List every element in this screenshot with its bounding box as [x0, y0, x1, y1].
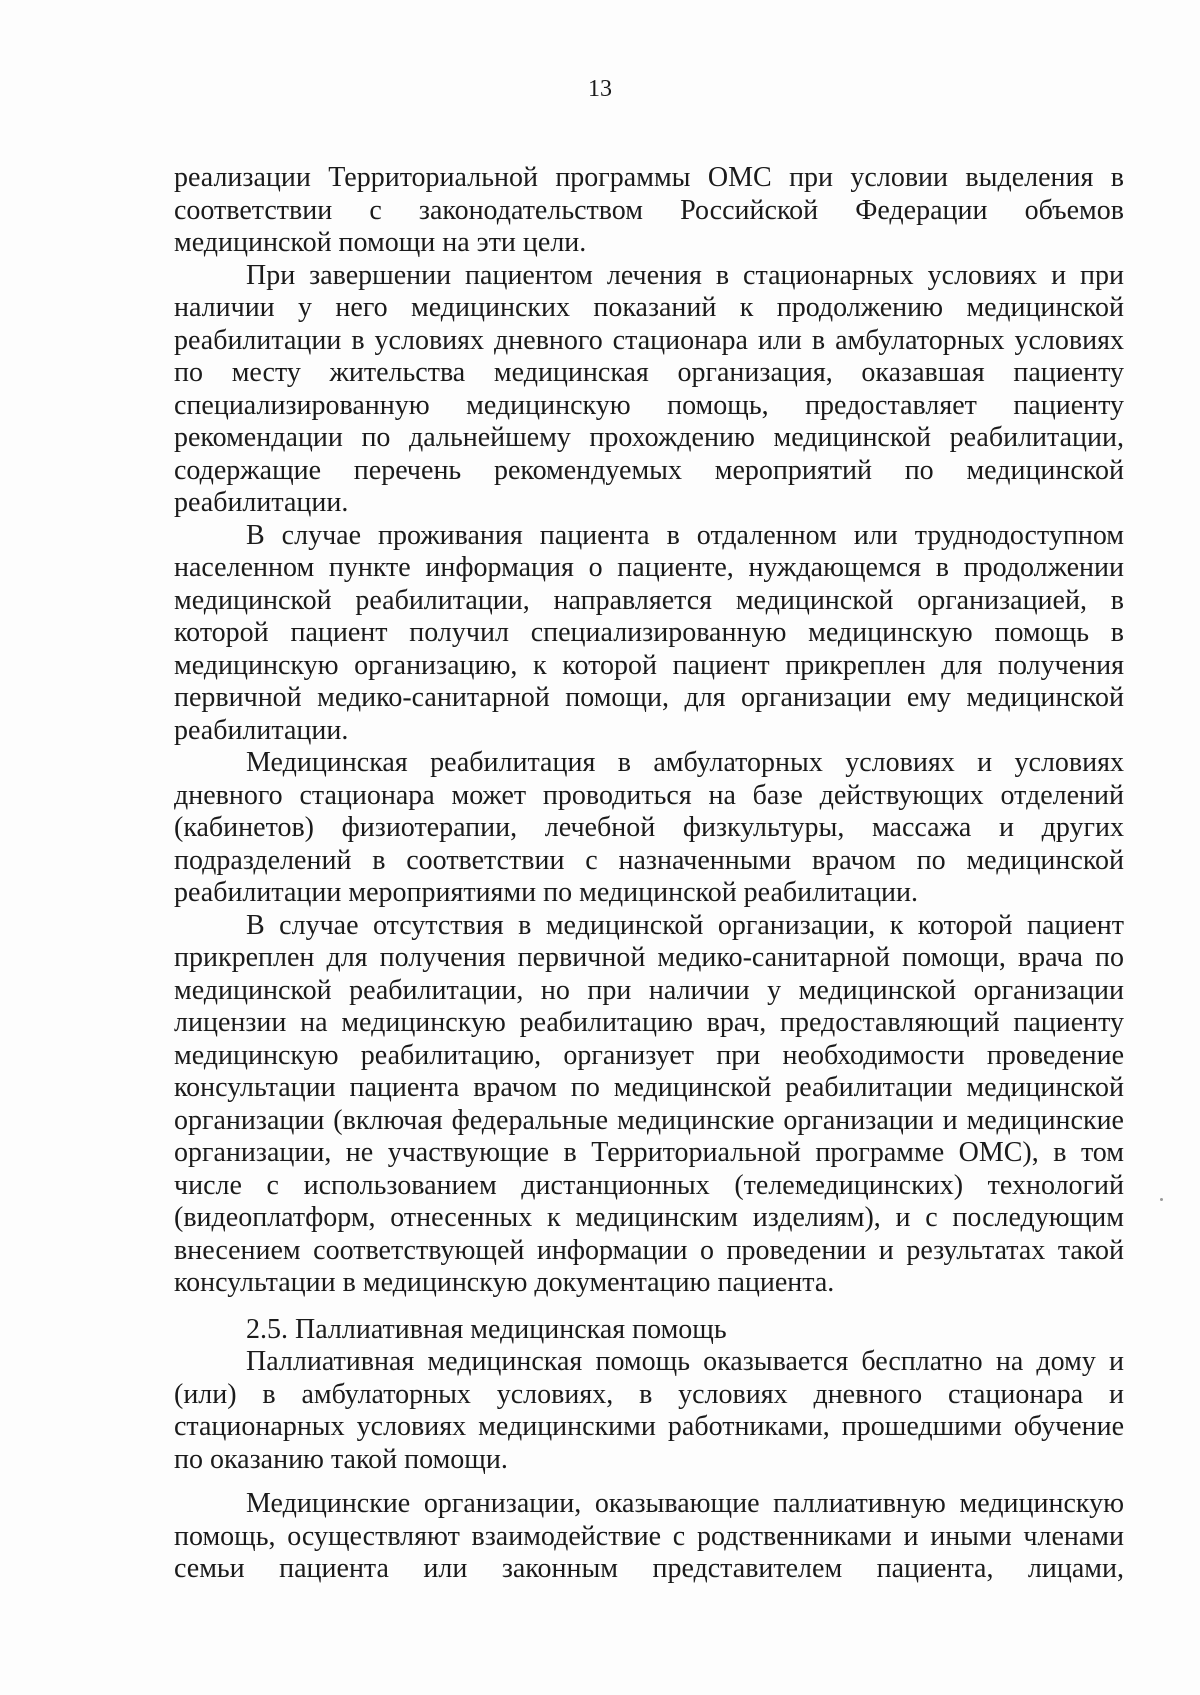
paragraph-remote-settlement: В случае проживания пациента в отдаленном или труднодоступном населенном пункте информация о пациенте, нуждающемся в продолжении медицинской реабилитации, направляется медицинской организацией, в которой пациент получил специализированную медицинскую помощь в медицинскую организацию, к которой пациент прикреплен для получения первичной медико-санитарной помощи, для организации ему медицинской реабилитации.	[174, 519, 1124, 746]
paragraph-no-rehab-doctor: В случае отсутствия в медицинской организации, к которой пациент прикреплен для получения первичной медико-санитарной помощи, врача по медицинской реабилитации, но при наличии у медицинской организации лицензии на медицинскую реабилитацию врач, предоставляющий пациенту медицинскую реабилитацию, организует при необходимости проведение консультации пациента врачом по медицинской реабилитации медицинской организации (включая федеральные медицинские организации и медицинские организации, не участвующие в Территориальной программе ОМС), в том числе с использованием дистанционных (телемедицинских) технологий (видеоплатформ, отнесенных к медицинским изделиям), и с последующим внесением соответствующей информации о проведении и результатах такой консультации в медицинскую документацию пациента.	[174, 909, 1124, 1298]
document-body	[174, 162, 1124, 1586]
paragraph-palliative-care: Паллиативная медицинская помощь оказывается бесплатно на дому и (или) в амбулаторных условиях, в условиях дневного стационара и стационарных условиях медицинскими работниками, прошедшими обучение по оказанию такой помощи.	[174, 1346, 1124, 1475]
page-number: 13	[588, 76, 612, 102]
paragraph-palliative-organizations: Медицинские организации, оказывающие паллиативную медицинскую помощь, осуществляют взаимодействие с родственниками и иными членами семьи пациента или законным представителем пациента, лицами,	[174, 1488, 1124, 1584]
paragraph-continuation: реализации Территориальной программы ОМС при условии выделения в соответствии с законодательством Российской Федерации объемов медицинской помощи на эти цели.	[174, 162, 1124, 258]
paragraph-rehab-outpatient: Медицинская реабилитация в амбулаторных условиях и условиях дневного стационара может проводиться на базе действующих отделений (кабинетов) физиотерапии, лечебной физкультуры, массажа и других подразделений в соответствии с назначенными врачом по медицинской реабилитации мероприятиями по медицинской реабилитации.	[174, 747, 1124, 908]
section-heading: 2.5. Паллиативная медицинская помощь	[246, 1313, 727, 1345]
paragraph-rehab-completion: При завершении пациентом лечения в стационарных условиях и при наличии у него медицинских показаний к продолжению медицинской реабилитации в условиях дневного стационара или в амбулаторных условиях по месту жительства медицинская организация, оказавшая пациенту специализированную медицинскую помощь, предоставляет пациенту рекомендации по дальнейшему прохождению медицинской реабилитации, содержащие перечень рекомендуемых мероприятий по медицинской реабилитации.	[174, 259, 1124, 518]
scan-speck	[1160, 1198, 1163, 1201]
